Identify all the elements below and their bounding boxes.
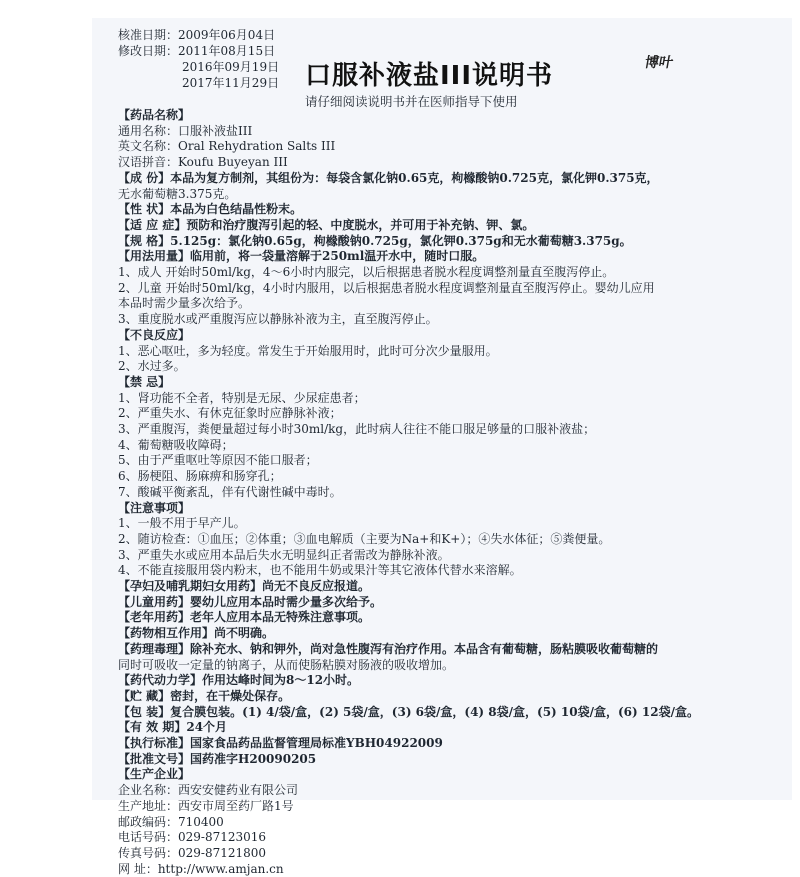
leaflet-line: 【药理毒理】除补充水、钠和钾外，尚对急性腹泻有治疗作用。本品含有葡萄糖，肠粘膜吸收葡萄糖的 — [118, 641, 659, 656]
leaflet-line: 5、由于严重呕吐等原因不能口服者； — [118, 453, 318, 468]
leaflet-line: 汉语拼音：Koufu Buyeyan III — [118, 155, 288, 170]
leaflet-line: 电话号码：029-87123016 — [118, 830, 267, 845]
leaflet-line: 【性 状】本品为白色结晶性粉末。 — [118, 202, 303, 217]
leaflet-line: 企业名称：西安安健药业有限公司 — [118, 783, 299, 798]
leaflet-line: 3、重度脱水或严重腹泻应以静脉补液为主，直至腹泻停止。 — [118, 312, 438, 327]
leaflet-line: 【孕妇及哺乳期妇女用药】尚无不良反应报道。 — [118, 579, 371, 593]
leaflet-line: 【规 格】5.125g：氯化钠0.65g，枸橼酸钠0.725g，氯化钾0.375g和无水葡萄糖3.375g。 — [118, 233, 632, 248]
leaflet-line: 3、严重腹泻，粪便量超过每小时30ml/kg，此时病人往往不能口服足够量的口服补液盐； — [118, 422, 596, 436]
leaflet-line: 同时可吸收一定量的钠离子，从而使肠粘膜对肠液的吸收增加。 — [118, 657, 455, 672]
leaflet-line: 6、肠梗阻、肠麻痹和肠穿孔； — [118, 469, 282, 484]
revision-date-1: 修改日期：2011年08月15日 — [118, 44, 276, 58]
leaflet-line: 【有 效 期】24个月 — [118, 720, 228, 735]
leaflet-line: 2、随访检查：①血压；②体重；③血电解质（主要为Na+和K+）；④失水体征；⑤粪便量。 — [118, 531, 611, 546]
leaflet-line: 7、酸碱平衡紊乱，伴有代谢性碱中毒时。 — [118, 484, 342, 499]
leaflet-line: 【批准文号】国药准字H20090205 — [118, 751, 317, 766]
leaflet-line: 【禁 忌】 — [118, 374, 171, 389]
leaflet-line: 1、成人 开始时50ml/kg，4～6小时内服完，以后根据患者脱水程度调整剂量直至腹泻停止。 — [118, 265, 615, 279]
leaflet-line: 【老年用药】老年人应用本品无特殊注意事项。 — [118, 610, 371, 625]
document-title: 口服补液盐III说明书 — [305, 61, 554, 91]
revision-date-2: 2016年09月19日 — [182, 60, 280, 74]
leaflet-line: 【适 应 症】预防和治疗腹泻引起的轻、中度脱水，并可用于补充钠、钾、氯。 — [118, 217, 535, 232]
leaflet-line: 【儿童用药】婴幼儿应用本品时需少量多次给予。 — [118, 594, 383, 609]
document-subtitle: 请仔细阅读说明书并在医师指导下使用 — [305, 94, 518, 109]
leaflet-line: 2、严重失水、有休克征象时应静脉补液； — [118, 406, 342, 421]
leaflet-line: 【药品名称】 — [118, 108, 191, 122]
leaflet-line: 2、水过多。 — [118, 359, 186, 374]
leaflet-line: 无水葡萄糖3.375克。 — [118, 186, 237, 201]
leaflet-line: 邮政编码：710400 — [118, 814, 224, 829]
leaflet-line: 1、一般不用于早产儿。 — [118, 516, 246, 531]
leaflet-line: 传真号码：029-87121800 — [118, 845, 267, 860]
leaflet-line: 通用名称：口服补液盐III — [118, 123, 253, 138]
leaflet-line: 【包 装】复合膜包装。(1) 4/袋/盒，(2) 5袋/盒，(3) 6袋/盒，(4) 8袋/盒，(5) 10袋/盒，(6) 12袋/盒。 — [118, 704, 699, 719]
leaflet-line: 【注意事项】 — [118, 500, 191, 515]
leaflet-line: 英文名称：Oral Rehydration Salts III — [118, 139, 336, 154]
revision-date-3: 2017年11月29日 — [182, 76, 280, 90]
leaflet-line: 【药代动力学】作用达峰时间为8～12小时。 — [118, 673, 360, 688]
leaflet-line: 【药物相互作用】尚不明确。 — [118, 626, 275, 641]
leaflet-line: 【用法用量】临用前，将一袋量溶解于250ml温开水中，随时口服。 — [118, 249, 485, 264]
leaflet-line: 【贮 藏】密封，在干燥处保存。 — [118, 688, 291, 703]
leaflet-line: 1、恶心呕吐，多为轻度。常发生于开始服用时，此时可分次少量服用。 — [118, 343, 498, 358]
leaflet-line: 2、儿童 开始时50ml/kg，4小时内服用，以后根据患者脱水程度调整剂量直至腹泻停止。婴幼儿应用 — [118, 280, 655, 295]
leaflet-line: 4、不能直接服用袋内粉末，也不能用牛奶或果汁等其它液体代替水来溶解。 — [118, 563, 522, 578]
approval-date: 核准日期：2009年06月04日 — [118, 28, 276, 42]
leaflet-line: 4、葡萄糖吸收障碍； — [118, 437, 234, 452]
brand-logo: 博叶 — [643, 55, 675, 71]
leaflet-line: 【生产企业】 — [118, 767, 191, 782]
leaflet-line: 本品时需少量多次给予。 — [118, 296, 251, 311]
leaflet-line: 网 址：http://www.amjan.cn — [118, 861, 284, 876]
leaflet-line: 【不良反应】 — [118, 327, 191, 342]
leaflet-line: 【执行标准】国家食品药品监督管理局标准YBH04922009 — [118, 736, 443, 750]
leaflet-line: 生产地址：西安市周至药厂路1号 — [118, 798, 294, 813]
leaflet-line: 【成 份】本品为复方制剂，其组份为：每袋含氯化钠0.65克，枸橼酸钠0.725克，氯化钾0.375克， — [118, 170, 659, 185]
leaflet-line: 1、肾功能不全者，特别是无尿、少尿症患者； — [118, 390, 366, 405]
leaflet-line: 3、严重失水或应用本品后失水无明显纠正者需改为静脉补液。 — [118, 547, 450, 562]
